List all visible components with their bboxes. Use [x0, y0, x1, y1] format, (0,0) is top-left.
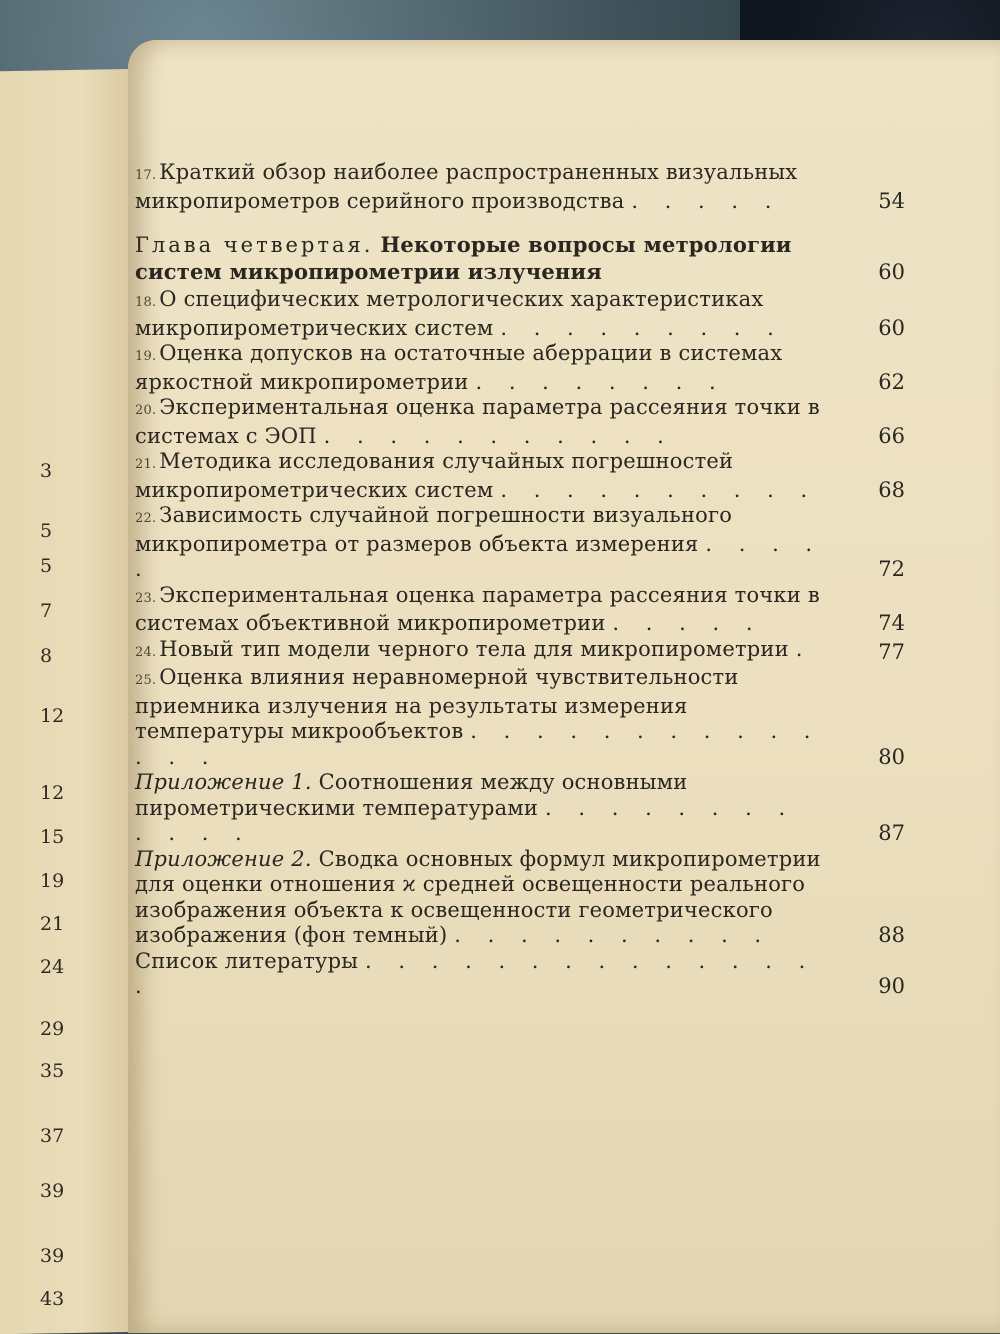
left-page-number: 3 — [40, 460, 53, 482]
page-number: 54 — [878, 188, 905, 213]
table-of-contents — [135, 160, 905, 1000]
leader-dots: . — [795, 636, 813, 661]
leader-dots: . . . . . . . . . . . . . . . — [135, 948, 816, 998]
page-number: 80 — [878, 744, 905, 769]
left-page-number: 43 — [40, 1288, 65, 1310]
left-page-number: 21 — [40, 913, 65, 935]
page-number: 77 — [878, 639, 905, 664]
left-page-number: 5 — [40, 555, 53, 577]
page-number: 62 — [878, 369, 905, 394]
entry-title: Сводка основных формул микропирометрии для оценки отношения ϰ средней освещенности реального изображения объекта к освещенности геометрического изображения (фон темный) — [135, 846, 821, 947]
entry-title: Оценка допусков на остаточные аберрации в системах яркостной микропирометрии — [135, 341, 783, 394]
leader-dots: . . . . . . . . . . . . . . — [135, 719, 821, 769]
toc-entry — [135, 583, 905, 637]
left-page-number: 37 — [40, 1125, 65, 1147]
page-number: 87 — [878, 821, 905, 845]
left-page-number: 29 — [40, 1018, 65, 1040]
entry-number: 24. — [135, 644, 157, 660]
page-number: 68 — [878, 477, 905, 502]
leader-dots: . . . . . . . . . . — [500, 477, 818, 502]
entry-number: 17. — [135, 168, 157, 183]
entry-number: 18. — [135, 295, 157, 310]
toc-entry — [135, 341, 905, 395]
entry-number: 21. — [135, 457, 157, 472]
chapter-label: Глава четвертая. — [135, 233, 374, 257]
toc-entry — [135, 395, 905, 449]
left-page-number: 39 — [40, 1245, 65, 1267]
entry-number: 23. — [135, 590, 157, 606]
toc-entry — [135, 665, 905, 770]
left-page-number: 24 — [40, 956, 65, 978]
left-page-number: 19 — [40, 870, 65, 892]
leader-dots: . . . . . . . . . . . . — [135, 795, 796, 845]
toc-entry — [135, 160, 905, 214]
page-number: 74 — [878, 611, 905, 635]
toc-entry — [135, 503, 905, 583]
left-page-number: 12 — [40, 705, 65, 727]
entry-number: 25. — [135, 673, 157, 688]
toc-entry — [135, 287, 905, 341]
entry-title: Экспериментальная оценка параметра рассеяния точки в системах объективной микропирометрии — [135, 582, 820, 635]
entry-title: Новый тип модели черного тела для микропирометрии — [159, 636, 789, 661]
leader-dots: . . . . . — [631, 188, 782, 213]
left-page-number: 15 — [40, 826, 65, 848]
entry-title: Соотношения между основными пирометрическими температурами — [135, 770, 688, 820]
entry-title: Экспериментальная оценка параметра рассеяния точки в системах с ЭОП — [135, 395, 820, 448]
left-page-number: 39 — [40, 1180, 65, 1202]
chapter-heading — [135, 232, 905, 285]
toc-entry-appendix — [135, 847, 905, 949]
leader-dots: . . . . . — [612, 611, 763, 635]
left-page-number: 5 — [40, 520, 53, 542]
entry-title: Список литературы — [135, 948, 359, 973]
page-number: 66 — [878, 423, 905, 448]
entry-title: Оценка влияния неравномерной чувствительности приемника излучения на результаты измерения температуры микрообъектов — [135, 665, 739, 743]
leader-dots: . . . . . — [135, 531, 823, 581]
page-number: 72 — [878, 557, 905, 581]
entry-number: 22. — [135, 511, 157, 526]
toc-entry — [135, 637, 905, 666]
entry-title: Методика исследования случайных погрешностей микропирометрических систем — [135, 449, 734, 502]
leader-dots: . . . . . . . . — [475, 369, 726, 394]
page-number: 60 — [878, 315, 905, 340]
left-page-number: 12 — [40, 782, 65, 804]
leader-dots: . . . . . . . . . — [500, 315, 784, 340]
left-page-number: 35 — [40, 1060, 65, 1082]
appendix-label: Приложение 1. — [135, 770, 312, 794]
page-number: 90 — [878, 974, 905, 998]
entry-title: Краткий обзор наиболее распространенных визуальных микропирометров серийного производства — [135, 160, 798, 213]
toc-entry-appendix — [135, 770, 905, 847]
entry-title: О специфических метрологических характеристиках микропирометрических систем — [135, 287, 764, 340]
leader-dots: . . . . . . . . . . — [454, 923, 772, 947]
left-page-number: 7 — [40, 600, 53, 622]
appendix-label: Приложение 2. — [135, 846, 312, 871]
page-number: 88 — [878, 923, 905, 947]
toc-entry — [135, 449, 905, 503]
leader-dots: . . . . . . . . . . . — [323, 423, 674, 448]
entry-number: 19. — [135, 349, 157, 364]
entry-title: Зависимость случайной погрешности визуального микропирометра от размеров объекта измерения — [135, 503, 733, 556]
entry-number: 20. — [135, 403, 157, 418]
page-number: 60 — [878, 259, 905, 284]
left-page-number: 8 — [40, 645, 53, 667]
chapter-title: Некоторые вопросы метрологии систем микропирометрии излучения — [135, 232, 792, 284]
toc-entry-bibliography — [135, 949, 905, 1000]
